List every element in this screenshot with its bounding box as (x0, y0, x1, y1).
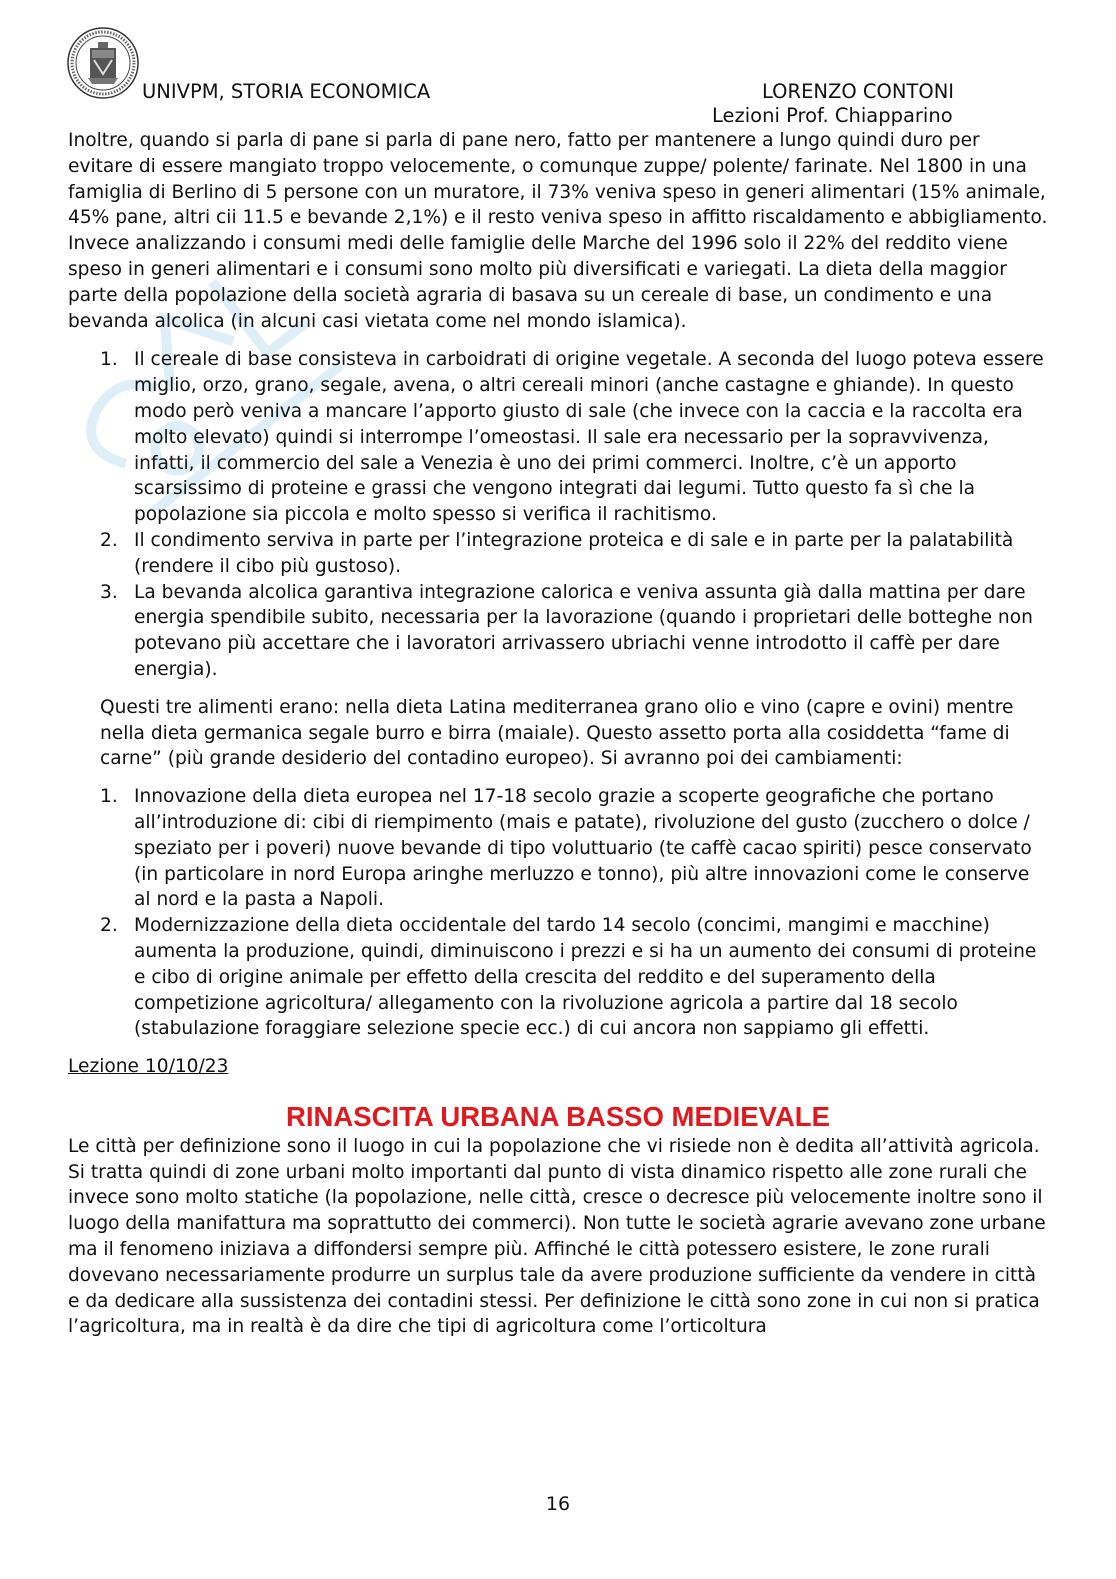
list-item-number: 3. (100, 581, 118, 603)
diet-components-list (68, 347, 1048, 682)
list-item-text: Modernizzazione della dieta occidentale del tardo 14 secolo (concimi, mangimi e macchine) aumenta la produzione, quindi, diminuiscono i prezzi e si ha un aumento dei consumi di proteine e cibo di origine animale per effetto della crescita del reddito e del superamento della competizione agricoltura/ allegamento con la rivoluzione agricola a partire dal 18 secolo (stabulazione foraggiare selezione specie ecc.) di cui ancora non sappiamo gli effetti. (134, 915, 1037, 1040)
list-item-text: La bevanda alcolica garantiva integrazione calorica e veniva assunta già dalla mattina per dare energia spendibile subito, necessaria per la lavorazione (quando i proprietari delle botteghe non potevano più accettare che i lavoratori arrivassero ubriachi venne introdotto il caffè per dare energia). (134, 581, 1033, 680)
diet-changes-list (68, 784, 1048, 1042)
list-item (68, 784, 1048, 913)
header-author-block (712, 80, 954, 128)
section-title: RINASCITA URBANA BASSO MEDIEVALE (286, 1100, 830, 1132)
list-item (68, 913, 1048, 1042)
header-author-name: LORENZO CONTONI (762, 80, 955, 103)
list-item-text: Il condimento serviva in parte per l’integrazione proteica e di sale e in parte per la palatabilità (rendere il cibo più gustoso). (134, 529, 1014, 577)
lesson-date-label: Lezione 10/10/23 (68, 1056, 229, 1078)
list-item (68, 347, 1048, 528)
university-seal-icon (66, 26, 140, 100)
document-body (68, 128, 1048, 1340)
list-item-number: 2. (100, 915, 118, 937)
middle-paragraph: Questi tre alimenti erano: nella dieta Latina mediterranea grano olio e vino (capre e ovini) mentre nella dieta germanica segale burro e birra (maiale). Questo assetto porta alla cosiddetta “fame di carne” (più grande desiderio del contadino europeo). Si avranno poi dei cambiamenti: (100, 696, 1014, 770)
header-course-title: UNIVPM, STORIA ECONOMICA (142, 80, 431, 103)
final-paragraph: Le città per definizione sono il luogo in cui la popolazione che vi risiede non è dedita all’attività agricola. Si tratta quindi di zone urbani molto importanti dal punto di vista dinamico rispetto alle zone rurali che invece sono molto statiche (la popolazione, nelle città, cresce o decresce più velocemente inoltre sono il luogo della manifattura ma soprattutto dei commerci). Non tutte le società agrarie avevano zone urbane ma il fenomeno iniziava a diffondersi sempre più. Affinché le città potessero esistere, le zone rurali dovevano necessariamente produrre un surplus tale da avere produzione sufficiente da vendere in città e da dedicare alla sussistenza dei contadini stessi. Per definizione le città sono zone in cui non si pratica l’agricoltura, ma in realtà è da dire che tipi di agricoltura come l’orticoltura (68, 1135, 1046, 1338)
list-item-text: Innovazione della dieta europea nel 17-18 secolo grazie a scoperte geografiche che portano all’introduzione di: cibi di riempimento (mais e patate), rivoluzione del gusto (zucchero o dolce / speziato per i poveri) nuove bevande di tipo voluttuario (te caffè cacao spiriti) pesce conservato (in particolare in nord Europa aringhe merluzzo e tonno), più altre innovazioni come le conserve al nord e la pasta a Napoli. (134, 786, 1032, 911)
list-item-number: 1. (100, 786, 118, 808)
list-item (68, 580, 1048, 683)
header-professor: Lezioni Prof. Chiapparino (712, 104, 953, 127)
intro-paragraph: Inoltre, quando si parla di pane si parla di pane nero, fatto per mantenere a lungo quindi duro per evitare di essere mangiato troppo velocemente, o comunque zuppe/ polente/ farinate. Nel 1800 in una famiglia di Berlino di 5 persone con un muratore, il 73% veniva speso in generi alimentari (15% animale, 45% pane, altri cii 11.5 e bevande 2,1%) e il resto veniva speso in affitto riscaldamento e abbigliamento. Invece analizzando i consumi medi delle famiglie delle Marche del 1996 solo il 22% del reddito viene speso in generi alimentari e i consumi sono molto più diversificati e variegati. La dieta della maggior parte della popolazione della società agraria di basava su un cereale di base, un condimento e una bevanda alcolica (in alcuni casi vietata come nel mondo islamica). (68, 130, 1048, 332)
list-item-number: 1. (100, 349, 118, 371)
list-item (68, 528, 1048, 580)
list-item-number: 2. (100, 529, 118, 551)
list-item-text: Il cereale di base consisteva in carboidrati di origine vegetale. A seconda del luogo poteva essere miglio, orzo, grano, segale, avena, o altri cereali minori (anche castagne e ghiande). In questo modo però veniva a mancare l’apporto giusto di sale (che invece con la caccia e la raccolta era molto elevato) quindi si interrompe l’omeostasi. Il sale era necessario per la sopravvivenza, infatti, il commercio del sale a Venezia è uno dei primi commerci. Inoltre, c’è un apporto scarsissimo di proteine e grassi che vengono integrati dai legumi. Tutto questo fa sì che la popolazione sia piccola e molto spesso si verifica il rachitismo. (134, 349, 1044, 526)
page-number: 16 (545, 1493, 571, 1515)
